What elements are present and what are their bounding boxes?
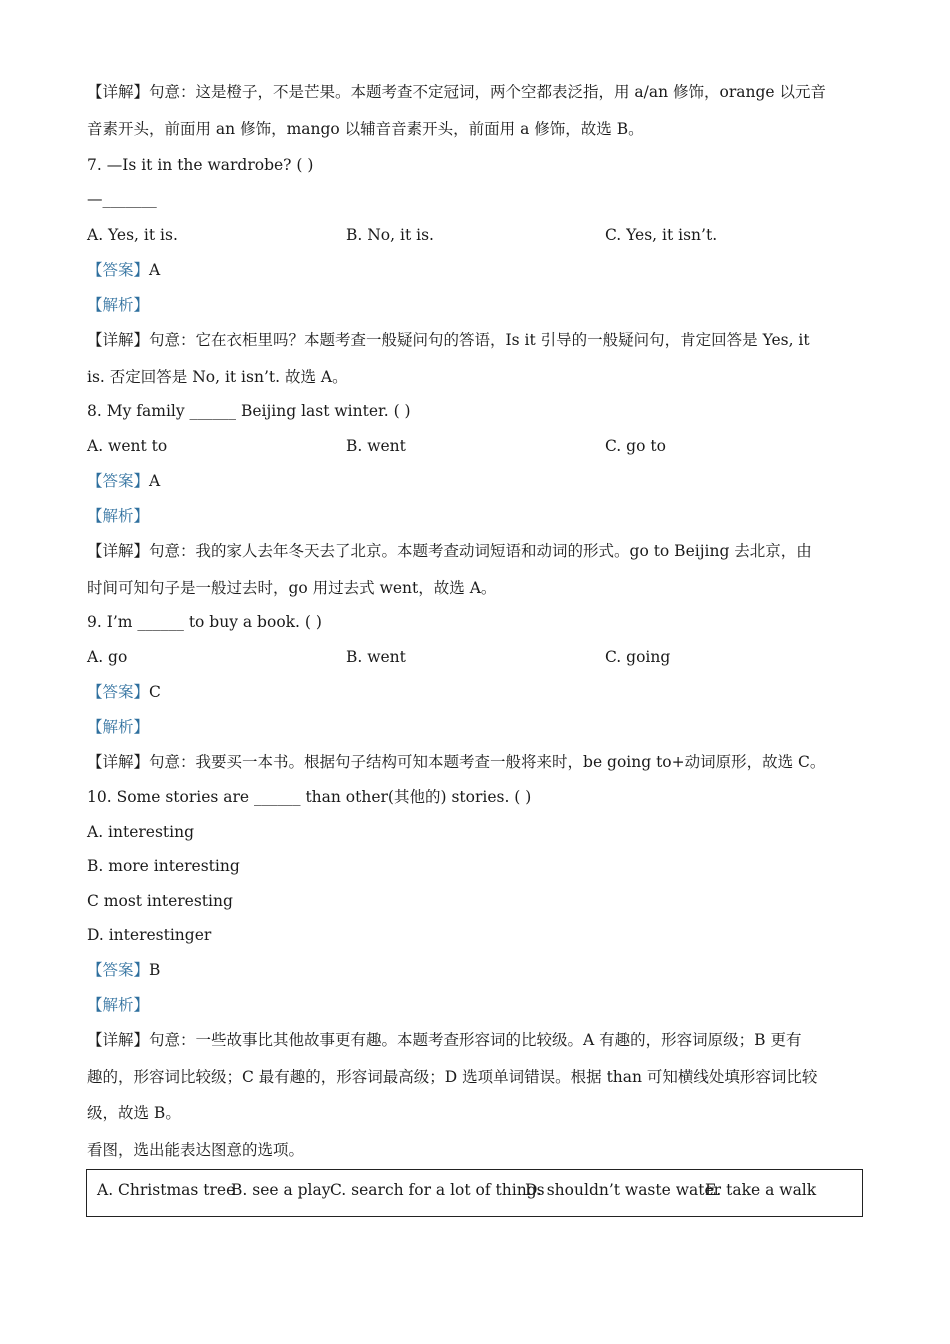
q9-option-b: B. went bbox=[346, 648, 406, 666]
q7-detail-line2: is. 否定回答是 No, it isn’t. 故选 A。 bbox=[87, 368, 348, 386]
detail-text: 句意：一些故事比其他故事更有趣。本题考查形容词的比较级。A 有趣的，形容词原级；B 更有 bbox=[149, 1031, 802, 1049]
q8-detail-line1 bbox=[87, 541, 812, 561]
q7-analysis-tag: 【解析】 bbox=[87, 296, 150, 314]
q9-detail-line1 bbox=[87, 752, 825, 772]
q9-option-c: C. going bbox=[605, 648, 671, 666]
q9-question: 9. I’m ______ to buy a book. ( ) bbox=[87, 613, 322, 631]
q7-answer bbox=[87, 260, 160, 280]
q10-detail-line1 bbox=[87, 1030, 801, 1050]
q8-question: 8. My family ______ Beijing last winter. ( ) bbox=[87, 402, 411, 420]
q8-option-c: C. go to bbox=[605, 437, 666, 455]
answer-tag: 【答案】 bbox=[87, 961, 150, 979]
q10-option-b: B. more interesting bbox=[87, 857, 240, 875]
choice-c: C. search for a lot of things bbox=[330, 1181, 545, 1199]
answer-tag: 【答案】 bbox=[87, 472, 150, 490]
q7-option-c: C. Yes, it isn’t. bbox=[605, 226, 718, 244]
q10-detail-line2: 趣的，形容词比较级；C 最有趣的，形容词最高级；D 选项单词错误。根据 than 可知横线处填形容词比较 bbox=[87, 1068, 818, 1086]
q6-detail-line2: 音素开头，前面用 an 修饰，mango 以辅音音素开头，前面用 a 修饰，故选 B。 bbox=[87, 120, 644, 138]
q7-option-b: B. No, it is. bbox=[346, 226, 434, 244]
q6-detail-line1: 【详解】句意：这是橙子，不是芒果。本题考查不定冠词，两个空都表泛指，用 a/an 修饰，orange 以元音 bbox=[87, 83, 827, 101]
choice-e: E. take a walk bbox=[705, 1181, 817, 1199]
q10-option-a: A. interesting bbox=[87, 823, 195, 841]
q8-option-b: B. went bbox=[346, 437, 406, 455]
detail-tag: 【详解】 bbox=[87, 753, 150, 771]
q7-response-blank: —_______ bbox=[87, 190, 157, 208]
q8-detail-line2: 时间可知句子是一般过去时，go 用过去式 went，故选 A。 bbox=[87, 579, 497, 597]
q10-option-d: D. interestinger bbox=[87, 926, 212, 944]
answer-value: A bbox=[149, 472, 161, 490]
q9-answer bbox=[87, 682, 161, 702]
choice-b: B. see a play bbox=[231, 1181, 331, 1199]
q10-detail-line3: 级，故选 B。 bbox=[87, 1104, 181, 1122]
q8-option-a: A. went to bbox=[87, 437, 168, 455]
q8-answer bbox=[87, 471, 160, 491]
detail-text: 句意：它在衣柜里吗？本题考查一般疑问句的答语，Is it 引导的一般疑问句，肯定回答是 Yes, it bbox=[149, 331, 810, 349]
detail-text: 句意：我要买一本书。根据句子结构可知本题考查一般将来时，be going to+动词原形，故选 C。 bbox=[149, 753, 826, 771]
q7-detail-line1 bbox=[87, 330, 810, 350]
detail-tag: 【详解】 bbox=[87, 331, 150, 349]
detail-text: 句意：我的家人去年冬天去了北京。本题考查动词短语和动词的形式。go to Beijing 去北京，由 bbox=[149, 542, 812, 560]
section-instruction: 看图，选出能表达图意的选项。 bbox=[87, 1141, 305, 1159]
q10-answer bbox=[87, 960, 160, 980]
q9-analysis-tag: 【解析】 bbox=[87, 718, 150, 736]
q7-option-a: A. Yes, it is. bbox=[87, 226, 178, 244]
q10-option-c: C most interesting bbox=[87, 892, 233, 910]
answer-value: C bbox=[149, 683, 161, 701]
detail-tag: 【详解】 bbox=[87, 1031, 150, 1049]
choice-a: A. Christmas tree bbox=[97, 1181, 236, 1199]
q9-option-a: A. go bbox=[87, 648, 128, 666]
q10-question: 10. Some stories are ______ than other(其他的) stories. ( ) bbox=[87, 788, 532, 806]
q7-question: 7. —Is it in the wardrobe? ( ) bbox=[87, 156, 314, 174]
choices-box bbox=[86, 1169, 863, 1217]
answer-value: B bbox=[149, 961, 161, 979]
answer-tag: 【答案】 bbox=[87, 683, 150, 701]
answer-value: A bbox=[149, 261, 161, 279]
q8-analysis-tag: 【解析】 bbox=[87, 507, 150, 525]
q10-analysis-tag: 【解析】 bbox=[87, 996, 150, 1014]
choice-d: D. shouldn’t waste water bbox=[525, 1181, 722, 1199]
detail-tag: 【详解】 bbox=[87, 542, 150, 560]
answer-tag: 【答案】 bbox=[87, 261, 150, 279]
